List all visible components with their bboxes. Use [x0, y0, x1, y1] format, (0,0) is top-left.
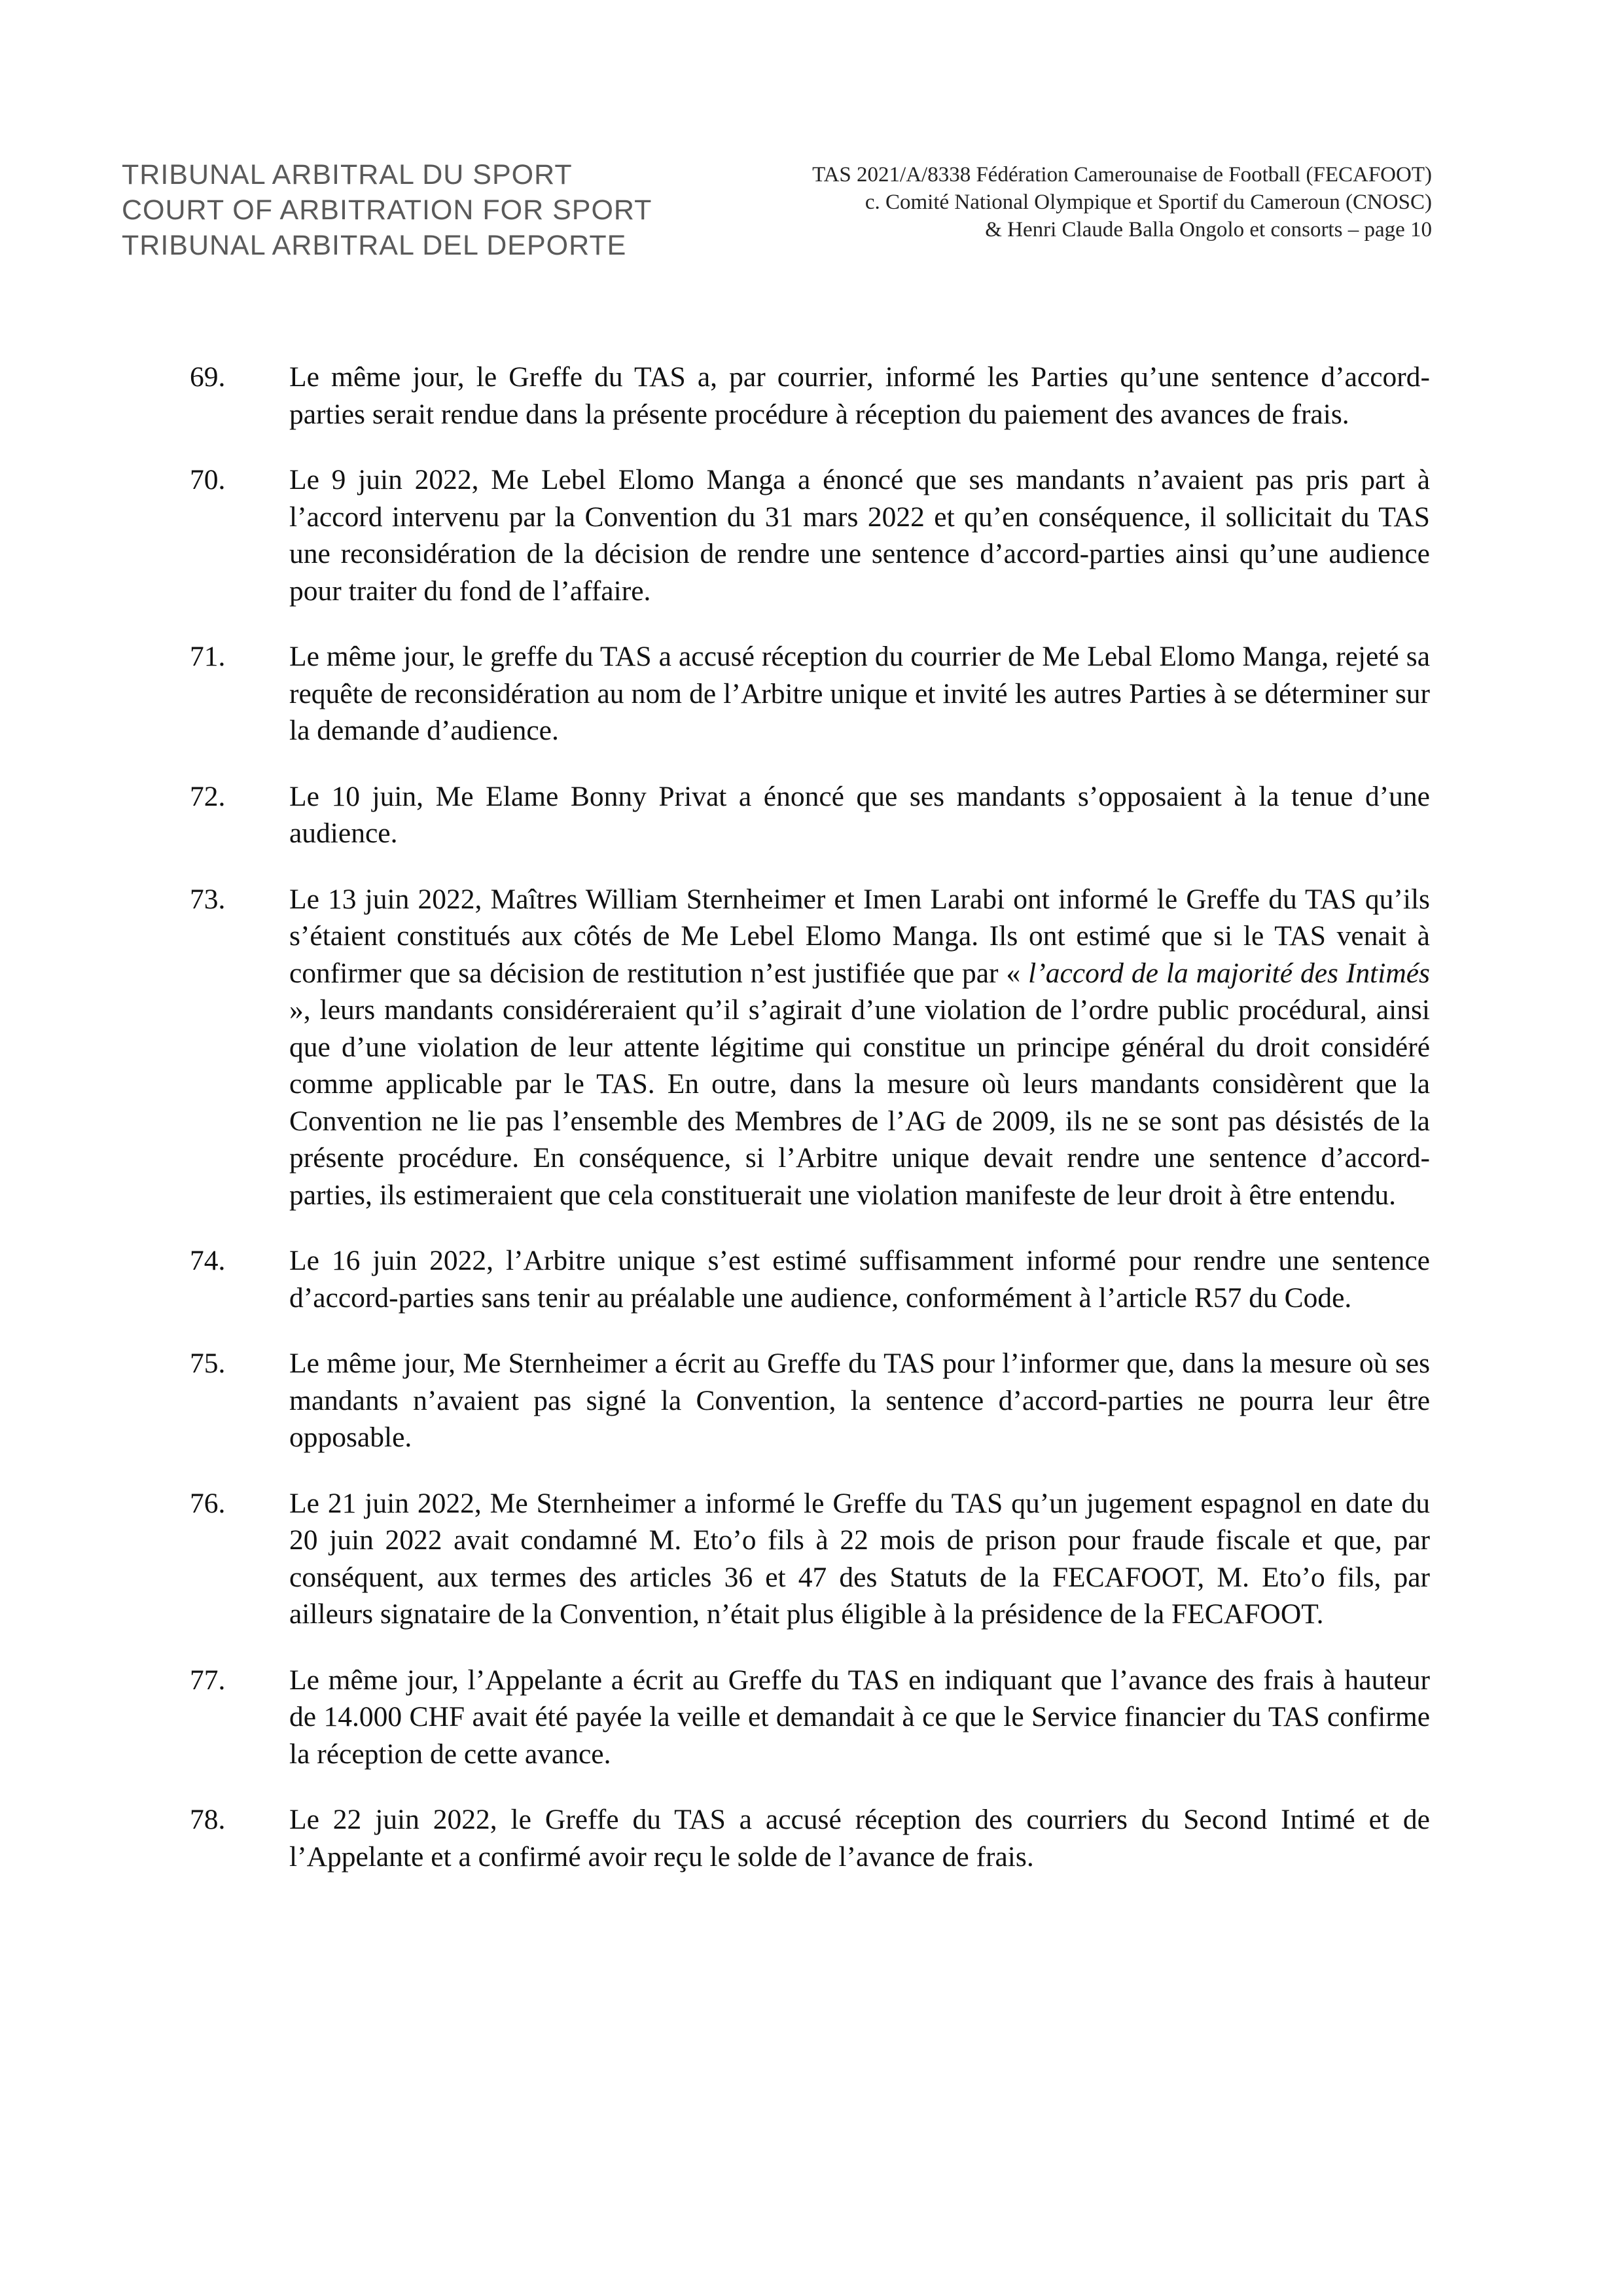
- paragraph-text: Le 9 juin 2022, Me Lebel Elomo Manga a énoncé que ses mandants n’avaient pas pris part à l’accord intervenu par la Convention du 31 mars 2022 et qu’en conséquence, il sollicitait du TAS une reconsidération de la décision de rendre une sentence d’accord-parties ainsi qu’une audience pour traiter du fond de l’affaire.: [289, 464, 1430, 607]
- paragraph-70: [190, 461, 1430, 609]
- paragraph-text: Le 10 juin, Me Elame Bonny Privat a énoncé que ses mandants s’opposaient à la tenue d’une audience.: [289, 780, 1430, 849]
- paragraph-number: 77.: [190, 1664, 226, 1696]
- quoted-italic-text: l’accord de la majorité des Intimés: [1028, 957, 1430, 989]
- paragraph-number: 70.: [190, 464, 226, 495]
- paragraph-text: Le 22 juin 2022, le Greffe du TAS a accusé réception des courriers du Second Intimé et de l’Appelante et a confirmé avoir reçu le solde de l’avance de frais.: [289, 1804, 1430, 1873]
- paragraph-text: Le même jour, l’Appelante a écrit au Greffe du TAS en indiquant que l’avance des frais à hauteur de 14.000 CHF avait été payée la veille et demandait à ce que le Service financier du TAS confirme la réception de cette avance.: [289, 1664, 1430, 1770]
- paragraph-text-part: Le 13 juin 2022, Maîtres William Sternheimer et Imen Larabi ont informé le Greffe du TAS qu’ils s’étaient constitués aux côtés de Me Lebel Elomo Manga. Ils ont estimé que si le TAS venait à confirmer que sa décision de restitution n’est justifiée que par «: [289, 883, 1430, 989]
- paragraph-77: [190, 1662, 1430, 1773]
- case-reference-line: TAS 2021/A/8338 Fédération Camerounaise de Football (FECAFOOT): [812, 163, 1432, 187]
- institution-header: [122, 157, 711, 263]
- paragraph-number: 76.: [190, 1487, 226, 1519]
- institution-name-fr: TRIBUNAL ARBITRAL DU SPORT: [122, 159, 573, 190]
- paragraph-75: [190, 1345, 1430, 1456]
- paragraph-list: [190, 359, 1430, 1904]
- paragraph-text: Le même jour, le greffe du TAS a accusé réception du courrier de Me Lebal Elomo Manga, rejeté sa requête de reconsidération au nom de l’Arbitre unique et invité les autres Parties à se déterminer sur la demande d’audience.: [289, 641, 1430, 746]
- paragraph-number: 69.: [190, 361, 226, 393]
- institution-name-es: TRIBUNAL ARBITRAL DEL DEPORTE: [122, 230, 627, 261]
- paragraph-number: 71.: [190, 641, 226, 672]
- case-reference-header: [660, 161, 1432, 243]
- paragraph-text: Le 21 juin 2022, Me Sternheimer a informé le Greffe du TAS qu’un jugement espagnol en date du 20 juin 2022 avait condamné M. Eto’o fils à 22 mois de prison pour fraude fiscale et que, par conséquent, aux termes des articles 36 et 47 des Statuts de la FECAFOOT, M. Eto’o fils, par ailleurs signataire de la Convention, n’était plus éligible à la présidence de la FECAFOOT.: [289, 1487, 1430, 1630]
- paragraph-text: Le même jour, le Greffe du TAS a, par courrier, informé les Parties qu’une sentence d’accord-parties serait rendue dans la présente procédure à réception du paiement des avances de frais.: [289, 361, 1430, 430]
- institution-name-en: COURT OF ARBITRATION FOR SPORT: [122, 194, 652, 226]
- case-reference-line: c. Comité National Olympique et Sportif du Cameroun (CNOSC): [865, 190, 1432, 214]
- paragraph-text: [289, 881, 1430, 1214]
- paragraph-69: [190, 359, 1430, 433]
- paragraph-number: 74.: [190, 1245, 226, 1276]
- paragraph-72: [190, 778, 1430, 852]
- paragraph-73: [190, 881, 1430, 1214]
- paragraph-74: [190, 1242, 1430, 1316]
- paragraph-76: [190, 1485, 1430, 1633]
- paragraph-number: 73.: [190, 883, 226, 915]
- paragraph-text: Le 16 juin 2022, l’Arbitre unique s’est estimé suffisamment informé pour rendre une sentence d’accord-parties sans tenir au préalable une audience, conformément à l’article R57 du Code.: [289, 1245, 1430, 1314]
- paragraph-text-part: », leurs mandants considéreraient qu’il s’agirait d’une violation de l’ordre public procédural, ainsi que d’une violation de leur attente légitime qui constitue un principe général du droit considéré comme applicable par le TAS. En outre, dans la mesure où leurs mandants considèrent que la Convention ne lie pas l’ensemble des Membres de l’AG de 2009, ils ne se sont pas désistés de la présente procédure. En conséquence, si l’Arbitre unique devait rendre une sentence d’accord-parties, ils estimeraient que cela constituerait une violation manifeste de leur droit à être entendu.: [289, 994, 1430, 1211]
- paragraph-number: 78.: [190, 1804, 226, 1835]
- paragraph-number: 72.: [190, 780, 226, 812]
- case-reference-line: & Henri Claude Balla Ongolo et consorts – page 10: [985, 218, 1432, 242]
- paragraph-number: 75.: [190, 1348, 226, 1379]
- paragraph-71: [190, 638, 1430, 749]
- paragraph-text: Le même jour, Me Sternheimer a écrit au Greffe du TAS pour l’informer que, dans la mesure où ses mandants n’avaient pas signé la Convention, la sentence d’accord-parties ne pourra leur être opposable.: [289, 1348, 1430, 1453]
- paragraph-78: [190, 1801, 1430, 1875]
